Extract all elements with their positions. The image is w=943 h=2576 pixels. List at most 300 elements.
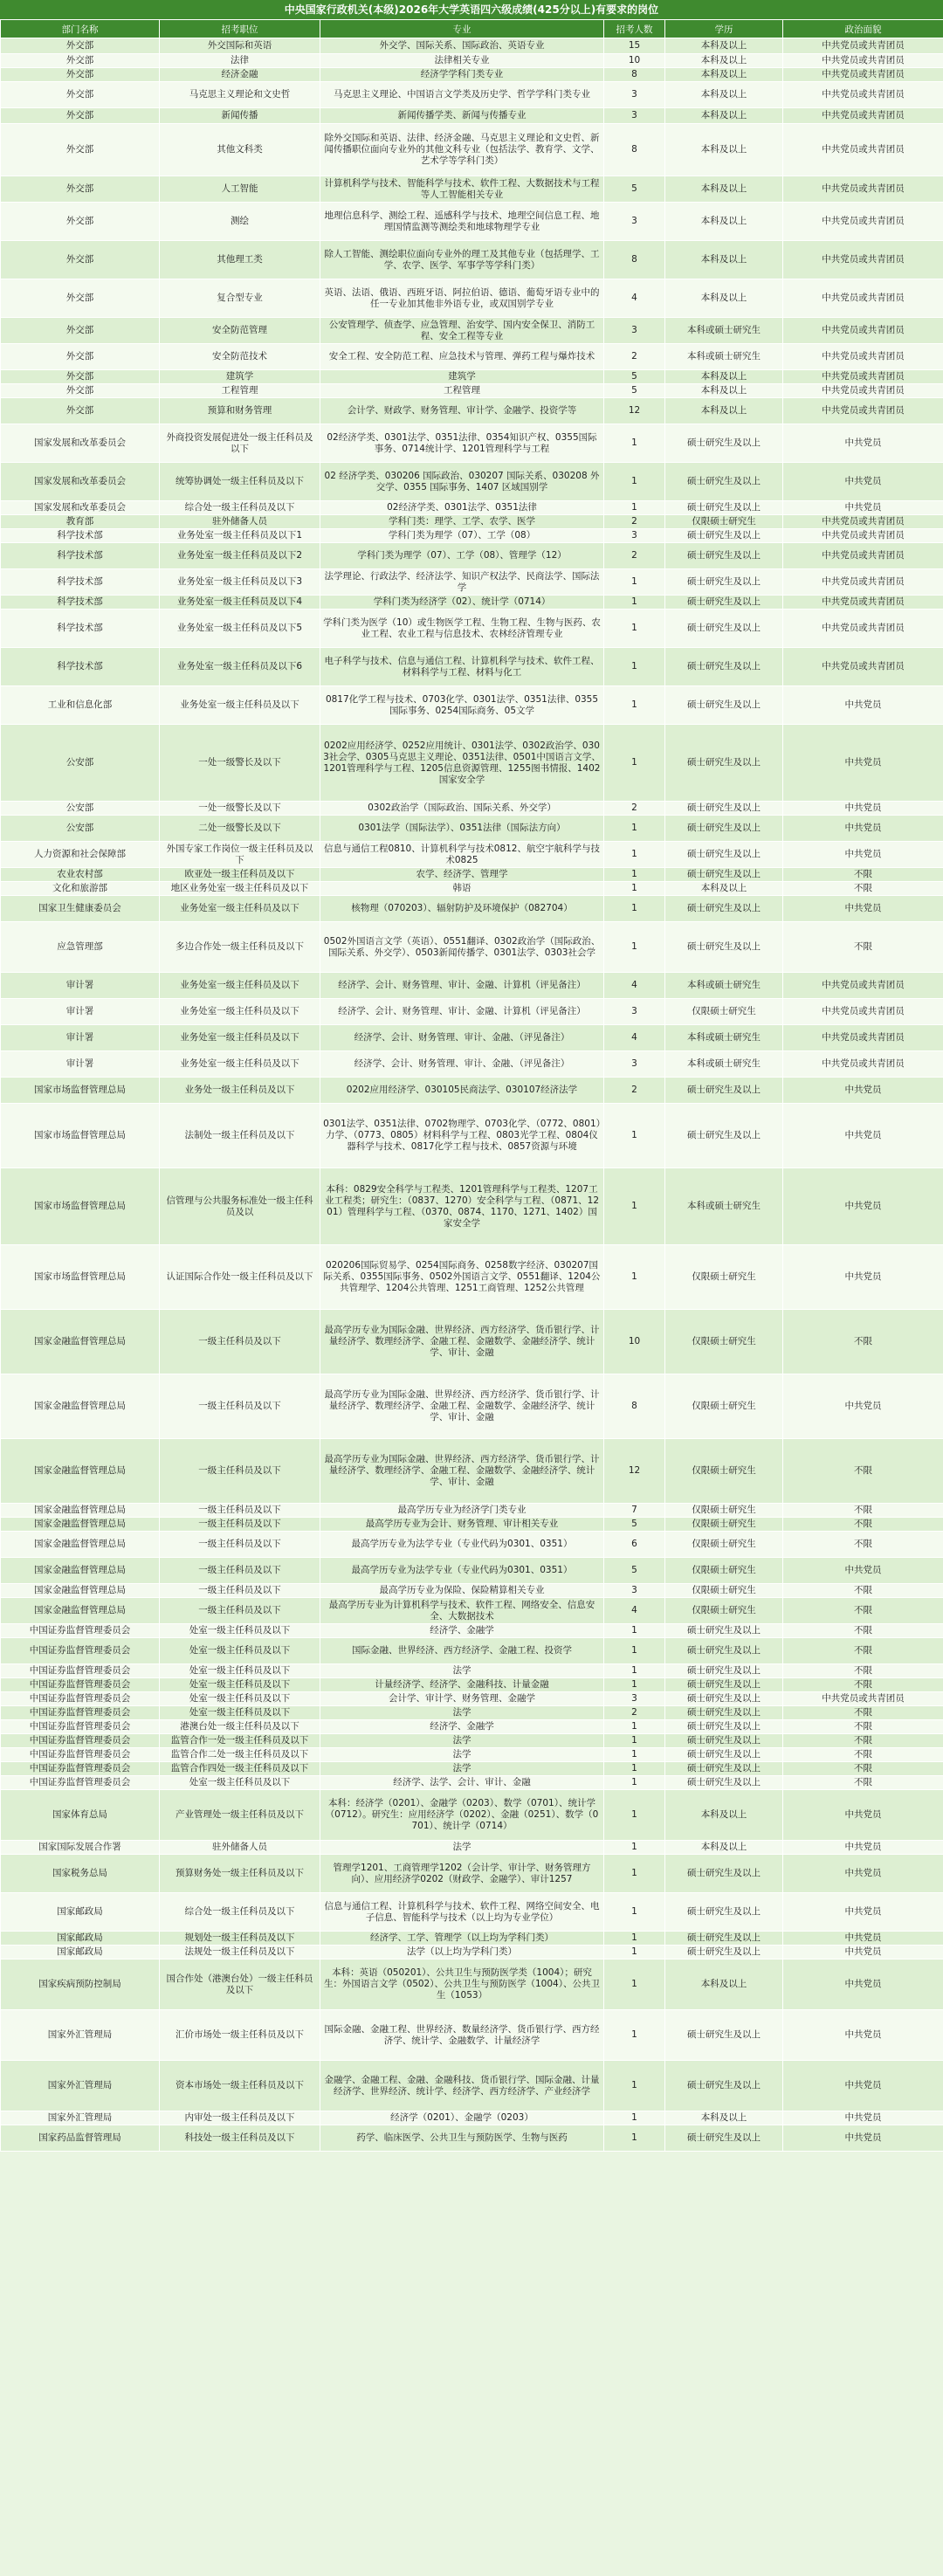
education-cell: 本科及以上	[665, 2111, 783, 2125]
table-row	[1, 1776, 943, 1790]
political-cell: 中共党员	[783, 896, 943, 922]
position-cell: 一级主任科员及以下	[160, 1310, 320, 1374]
political-cell: 中共党员或共青团员	[783, 318, 943, 344]
page-title: 中央国家行政机关(本级)2026年大学英语四六级成绩(425分以上)有要求的岗位	[0, 0, 943, 19]
count-cell: 1	[604, 463, 665, 501]
dept-cell: 外交部	[1, 344, 160, 370]
column-header: 部门名称	[1, 20, 160, 38]
dept-cell: 外交部	[1, 124, 160, 176]
major-cell: 除人工智能、测绘职位面向专业外的理工及其他专业（包括理学、工学、农学、医学、军事学等学科门类）	[320, 241, 604, 279]
political-cell: 中共党员或共青团员	[783, 82, 943, 108]
political-cell: 不限	[783, 1518, 943, 1532]
major-cell: 国际金融、金融工程、世界经济、数量经济学、货币银行学、西方经济学、统计学、金融数学、计量经济学	[320, 2010, 604, 2061]
major-cell: 韩语	[320, 882, 604, 896]
political-cell: 不限	[783, 1720, 943, 1734]
political-cell: 不限	[783, 1638, 943, 1664]
political-cell: 不限	[783, 1439, 943, 1504]
table-row	[1, 1439, 943, 1504]
dept-cell: 国家外汇管理局	[1, 2111, 160, 2125]
dept-cell: 外交部	[1, 241, 160, 279]
position-cell: 欧亚处一级主任科员及以下	[160, 868, 320, 882]
political-cell: 中共党员或共青团员	[783, 515, 943, 529]
table-row	[1, 569, 943, 596]
dept-cell: 国家卫生健康委员会	[1, 896, 160, 922]
count-cell: 1	[604, 1946, 665, 1960]
dept-cell: 外交部	[1, 54, 160, 68]
education-cell: 硕士研究生及以上	[665, 725, 783, 802]
dept-cell: 审计署	[1, 999, 160, 1025]
table-row	[1, 318, 943, 344]
education-cell: 硕士研究生及以上	[665, 2125, 783, 2152]
political-cell: 不限	[783, 922, 943, 973]
political-cell: 中共党员	[783, 842, 943, 868]
count-cell: 3	[604, 318, 665, 344]
education-cell: 本科及以上	[665, 54, 783, 68]
dept-cell: 外交部	[1, 318, 160, 344]
dept-cell: 国家市场监督管理总局	[1, 1078, 160, 1104]
position-cell: 预算和财务管理	[160, 398, 320, 424]
major-cell: 法学理论、行政法学、经济法学、知识产权法学、民商法学、国际法学	[320, 569, 604, 596]
political-cell: 中共党员	[783, 1245, 943, 1310]
column-header: 政治面貌	[783, 20, 943, 38]
education-cell: 仅限硕士研究生	[665, 1245, 783, 1310]
political-cell: 中共党员	[783, 424, 943, 463]
major-cell: 本科：经济学（0201）、金融学（0203）、数学（0701）、统计学（0712）。研究生：应用经济学（0202）、金融（0251）、数学（0701）、统计学（0714）	[320, 1790, 604, 1841]
count-cell: 1	[604, 725, 665, 802]
dept-cell: 外交部	[1, 68, 160, 82]
table-row	[1, 1504, 943, 1518]
major-cell: 经济学、会计、财务管理、审计、金融、（评见备注）	[320, 1051, 604, 1078]
dept-cell: 国家金融监督管理总局	[1, 1598, 160, 1624]
education-cell: 硕士研究生及以上	[665, 686, 783, 725]
table-row	[1, 1245, 943, 1310]
table-row	[1, 896, 943, 922]
position-cell: 一处一级警长及以下	[160, 725, 320, 802]
major-cell: 最高学历专业为国际金融、世界经济、西方经济学、货币银行学、计量经济学、数理经济学、金融工程、金融数学、金融经济学、统计学、审计、金融	[320, 1374, 604, 1439]
education-cell: 硕士研究生及以上	[665, 1664, 783, 1678]
position-cell: 业务处室一级主任科员及以下	[160, 973, 320, 999]
position-cell: 业务处室一级主任科员及以下6	[160, 648, 320, 686]
political-cell: 中共党员或共青团员	[783, 38, 943, 54]
major-cell: 学科门类为经济学（02）、统计学（0714）	[320, 596, 604, 610]
count-cell: 1	[604, 1790, 665, 1841]
table-row	[1, 1678, 943, 1692]
political-cell: 中共党员或共青团员	[783, 398, 943, 424]
education-cell: 本科及以上	[665, 108, 783, 124]
table-row	[1, 398, 943, 424]
column-header: 招考人数	[604, 20, 665, 38]
dept-cell: 公安部	[1, 725, 160, 802]
count-cell: 8	[604, 241, 665, 279]
position-cell: 综合处一级主任科员及以下	[160, 1893, 320, 1932]
position-cell: 汇价市场处一级主任科员及以下	[160, 2010, 320, 2061]
political-cell: 中共党员或共青团员	[783, 176, 943, 203]
position-cell: 驻外储备人员	[160, 1841, 320, 1855]
political-cell: 中共党员或共青团员	[783, 241, 943, 279]
political-cell: 中共党员或共青团员	[783, 54, 943, 68]
table-row	[1, 868, 943, 882]
education-cell: 本科及以上	[665, 1790, 783, 1841]
count-cell: 1	[604, 1748, 665, 1762]
table-row	[1, 802, 943, 816]
political-cell: 不限	[783, 1664, 943, 1678]
dept-cell: 审计署	[1, 973, 160, 999]
major-cell: 经济学、法学、会计、审计、金融	[320, 1776, 604, 1790]
position-cell: 安全防范管理	[160, 318, 320, 344]
education-cell: 本科及以上	[665, 38, 783, 54]
major-cell: 计算机科学与技术、智能科学与技术、软件工程、大数据技术与工程等人工智能相关专业	[320, 176, 604, 203]
column-header: 学历	[665, 20, 783, 38]
count-cell: 4	[604, 1025, 665, 1051]
major-cell: 英语、法语、俄语、西班牙语、阿拉伯语、德语、葡萄牙语专业中的任一专业加其他非外语专业，或双国别学专业	[320, 279, 604, 318]
dept-cell: 科学技术部	[1, 648, 160, 686]
education-cell: 硕士研究生及以上	[665, 1748, 783, 1762]
table-row	[1, 1960, 943, 2010]
political-cell: 中共党员	[783, 1790, 943, 1841]
count-cell: 1	[604, 1678, 665, 1692]
education-cell: 本科及以上	[665, 68, 783, 82]
dept-cell: 中国证券监督管理委员会	[1, 1748, 160, 1762]
education-cell: 硕士研究生及以上	[665, 1932, 783, 1946]
table-row	[1, 344, 943, 370]
dept-cell: 中国证券监督管理委员会	[1, 1692, 160, 1706]
position-cell: 驻外储备人员	[160, 515, 320, 529]
count-cell: 8	[604, 68, 665, 82]
table-row	[1, 1893, 943, 1932]
position-cell: 其他文科类	[160, 124, 320, 176]
count-cell: 12	[604, 398, 665, 424]
count-cell: 3	[604, 999, 665, 1025]
position-cell: 产业管理处一级主任科员及以下	[160, 1790, 320, 1841]
count-cell: 1	[604, 1893, 665, 1932]
position-cell: 处室一级主任科员及以下	[160, 1776, 320, 1790]
major-cell: 02经济学类、0301法学、0351法律、0354知识产权、0355国际事务、0714统计学、1201管理科学与工程	[320, 424, 604, 463]
political-cell: 不限	[783, 1584, 943, 1598]
major-cell: 工程管理	[320, 384, 604, 398]
political-cell: 不限	[783, 1762, 943, 1776]
education-cell: 本科及以上	[665, 398, 783, 424]
position-cell: 业务处室一级主任科员及以下4	[160, 596, 320, 610]
major-cell: 公安管理学、侦查学、应急管理、治安学、国内安全保卫、消防工程、安全工程等专业	[320, 318, 604, 344]
count-cell: 1	[604, 2125, 665, 2152]
dept-cell: 国家税务总局	[1, 1855, 160, 1893]
position-cell: 一级主任科员及以下	[160, 1584, 320, 1598]
count-cell: 1	[604, 1841, 665, 1855]
count-cell: 1	[604, 1168, 665, 1245]
education-cell: 硕士研究生及以上	[665, 1855, 783, 1893]
count-cell: 2	[604, 515, 665, 529]
position-cell: 一级主任科员及以下	[160, 1518, 320, 1532]
major-cell: 02 经济学类、030206 国际政治、030207 国际关系、030208 外交学、0355 国际事务、1407 区域国别学	[320, 463, 604, 501]
position-cell: 工程管理	[160, 384, 320, 398]
table-row	[1, 1734, 943, 1748]
position-cell: 一级主任科员及以下	[160, 1532, 320, 1558]
count-cell: 5	[604, 1518, 665, 1532]
table-row	[1, 973, 943, 999]
table-row	[1, 1374, 943, 1439]
count-cell: 1	[604, 1638, 665, 1664]
table-row	[1, 1692, 943, 1706]
major-cell: 0817化学工程与技术、0703化学、0301法学、0351法律、0355国际事务、0254国际商务、05文学	[320, 686, 604, 725]
table-row	[1, 1025, 943, 1051]
position-cell: 资本市场处一级主任科员及以下	[160, 2061, 320, 2111]
major-cell: 经济学、会计、财务管理、审计、金融、计算机（评见备注）	[320, 973, 604, 999]
major-cell: 0302政治学（国际政治、国际关系、外交学）	[320, 802, 604, 816]
dept-cell: 国家金融监督管理总局	[1, 1584, 160, 1598]
political-cell: 中共党员或共青团员	[783, 1025, 943, 1051]
political-cell: 不限	[783, 1734, 943, 1748]
major-cell: 信息与通信工程、计算机科学与技术、软件工程、网络空间安全、电子信息、智能科学与技术（以上均为专业学位）	[320, 1893, 604, 1932]
table-row	[1, 1558, 943, 1584]
education-cell: 硕士研究生及以上	[665, 802, 783, 816]
position-cell: 业务处室一级主任科员及以下5	[160, 610, 320, 648]
major-cell: 药学、临床医学、公共卫生与预防医学、生物与医药	[320, 2125, 604, 2152]
dept-cell: 国家外汇管理局	[1, 2010, 160, 2061]
major-cell: 除外交国际和英语、法律、经济金融、马克思主义理论和文史哲、新闻传播职位面向专业外的其他文科专业（包括法学、教育学、文学、艺术学等学科门类）	[320, 124, 604, 176]
major-cell: 信息与通信工程0810、计算机科学与技术0812、航空宇航科学与技术0825	[320, 842, 604, 868]
count-cell: 3	[604, 1584, 665, 1598]
political-cell: 中共党员或共青团员	[783, 648, 943, 686]
education-cell: 硕士研究生及以上	[665, 1776, 783, 1790]
education-cell: 硕士研究生及以上	[665, 610, 783, 648]
education-cell: 仅限硕士研究生	[665, 1558, 783, 1584]
education-cell: 本科及以上	[665, 1841, 783, 1855]
political-cell: 不限	[783, 1504, 943, 1518]
major-cell: 会计学、审计学、财务管理、金融学	[320, 1692, 604, 1706]
table-row	[1, 1638, 943, 1664]
table-row	[1, 1168, 943, 1245]
position-cell: 业务处室一级主任科员及以下	[160, 999, 320, 1025]
political-cell: 中共党员或共青团员	[783, 999, 943, 1025]
political-cell: 不限	[783, 1776, 943, 1790]
count-cell: 1	[604, 610, 665, 648]
count-cell: 2	[604, 344, 665, 370]
position-cell: 信管理与公共服务标准处一级主任科员及以	[160, 1168, 320, 1245]
count-cell: 1	[604, 1624, 665, 1638]
political-cell: 中共党员或共青团员	[783, 1051, 943, 1078]
dept-cell: 国家邮政局	[1, 1893, 160, 1932]
political-cell: 中共党员	[783, 1960, 943, 2010]
education-cell: 仅限硕士研究生	[665, 1439, 783, 1504]
dept-cell: 外交部	[1, 82, 160, 108]
major-cell: 电子科学与技术、信息与通信工程、计算机科学与技术、软件工程、材料科学与工程、材料与化工	[320, 648, 604, 686]
dept-cell: 国家金融监督管理总局	[1, 1518, 160, 1532]
major-cell: 金融学、金融工程、金融、金融科技、货币银行学、国际金融、计量经济学、世界经济、统计学、经济学、西方经济学、产业经济学	[320, 2061, 604, 2111]
major-cell: 法学	[320, 1841, 604, 1855]
dept-cell: 公安部	[1, 802, 160, 816]
political-cell: 不限	[783, 1706, 943, 1720]
position-cell: 业务处室一级主任科员及以下2	[160, 543, 320, 569]
count-cell: 10	[604, 54, 665, 68]
position-cell: 马克思主义理论和文史哲	[160, 82, 320, 108]
dept-cell: 外交部	[1, 203, 160, 241]
political-cell: 中共党员	[783, 1932, 943, 1946]
position-cell: 地区业务处室一级主任科员及以下	[160, 882, 320, 896]
count-cell: 2	[604, 1706, 665, 1720]
count-cell: 1	[604, 1720, 665, 1734]
education-cell: 本科及以上	[665, 203, 783, 241]
education-cell: 本科或硕士研究生	[665, 318, 783, 344]
political-cell: 不限	[783, 1532, 943, 1558]
major-cell: 最高学历专业为法学专业（专业代码为0301、0351）	[320, 1558, 604, 1584]
dept-cell: 国家市场监督管理总局	[1, 1104, 160, 1168]
position-cell: 业务处室一级主任科员及以下1	[160, 529, 320, 543]
major-cell: 经济学（0201）、金融学（0203）	[320, 2111, 604, 2125]
dept-cell: 外交部	[1, 38, 160, 54]
column-header: 招考职位	[160, 20, 320, 38]
education-cell: 硕士研究生及以上	[665, 1734, 783, 1748]
dept-cell: 国家发展和改革委员会	[1, 463, 160, 501]
education-cell: 本科或硕士研究生	[665, 344, 783, 370]
table-row	[1, 648, 943, 686]
count-cell: 1	[604, 2111, 665, 2125]
position-cell: 统筹协调处一级主任科员及以下	[160, 463, 320, 501]
major-cell: 经济学、工学、管理学（以上均为学科门类）	[320, 1932, 604, 1946]
dept-cell: 中国证券监督管理委员会	[1, 1720, 160, 1734]
dept-cell: 中国证券监督管理委员会	[1, 1664, 160, 1678]
major-cell: 建筑学	[320, 370, 604, 384]
dept-cell: 应急管理部	[1, 922, 160, 973]
political-cell: 中共党员	[783, 816, 943, 842]
major-cell: 0301法学、0351法律、0702物理学、0703化学、（0772、0801）力学、（0773、0805）材料科学与工程、0803光学工程、0804仪器科学与技术、0817化学工程与技术、0857资源与环境	[320, 1104, 604, 1168]
education-cell: 仅限硕士研究生	[665, 1374, 783, 1439]
dept-cell: 外交部	[1, 108, 160, 124]
political-cell: 中共党员	[783, 1374, 943, 1439]
major-cell: 经济学、会计、财务管理、审计、金融、（评见备注）	[320, 1025, 604, 1051]
count-cell: 6	[604, 1532, 665, 1558]
table-row	[1, 1720, 943, 1734]
political-cell: 中共党员	[783, 1855, 943, 1893]
major-cell: 0202应用经济学、030105民商法学、030107经济法学	[320, 1078, 604, 1104]
table-row	[1, 816, 943, 842]
major-cell: 0502外国语言文学（英语）、0551翻译、0302政治学（国际政治、国际关系、外交学）、0503新闻传播学、0301法学、0303社会学	[320, 922, 604, 973]
dept-cell: 国家药品监督管理局	[1, 2125, 160, 2152]
major-cell: 法律相关专业	[320, 54, 604, 68]
major-cell: 法学	[320, 1748, 604, 1762]
political-cell: 中共党员	[783, 1946, 943, 1960]
count-cell: 5	[604, 1558, 665, 1584]
count-cell: 1	[604, 1855, 665, 1893]
dept-cell: 国家发展和改革委员会	[1, 424, 160, 463]
education-cell: 本科及以上	[665, 176, 783, 203]
count-cell: 1	[604, 1762, 665, 1776]
table-row	[1, 610, 943, 648]
position-cell: 规划处一级主任科员及以下	[160, 1932, 320, 1946]
political-cell: 中共党员	[783, 802, 943, 816]
dept-cell: 文化和旅游部	[1, 882, 160, 896]
position-cell: 处室一级主任科员及以下	[160, 1678, 320, 1692]
education-cell: 硕士研究生及以上	[665, 1692, 783, 1706]
count-cell: 5	[604, 384, 665, 398]
dept-cell: 审计署	[1, 1051, 160, 1078]
table-body	[1, 38, 943, 2152]
education-cell: 硕士研究生及以上	[665, 1706, 783, 1720]
dept-cell: 外交部	[1, 398, 160, 424]
table-row	[1, 1532, 943, 1558]
count-cell: 15	[604, 38, 665, 54]
table-row	[1, 686, 943, 725]
count-cell: 3	[604, 1051, 665, 1078]
table-header-row	[1, 20, 943, 38]
table-row	[1, 1706, 943, 1720]
political-cell: 中共党员	[783, 1078, 943, 1104]
jobs-table	[0, 19, 943, 2152]
major-cell: 新闻传播学类、新闻与传播专业	[320, 108, 604, 124]
political-cell: 中共党员或共青团员	[783, 370, 943, 384]
major-cell: 02经济学类、0301法学、0351法律	[320, 501, 604, 515]
table-row	[1, 68, 943, 82]
count-cell: 5	[604, 370, 665, 384]
table-row	[1, 1598, 943, 1624]
count-cell: 3	[604, 203, 665, 241]
major-cell: 法学（以上均为学科门类）	[320, 1946, 604, 1960]
table-row	[1, 82, 943, 108]
position-cell: 认证国际合作处一级主任科员及以下	[160, 1245, 320, 1310]
dept-cell: 国家体育总局	[1, 1790, 160, 1841]
education-cell: 硕士研究生及以上	[665, 1893, 783, 1932]
political-cell: 中共党员或共青团员	[783, 973, 943, 999]
political-cell: 中共党员或共青团员	[783, 569, 943, 596]
dept-cell: 国家金融监督管理总局	[1, 1558, 160, 1584]
table-row	[1, 1932, 943, 1946]
table-row	[1, 501, 943, 515]
major-cell: 法学	[320, 1762, 604, 1776]
major-cell: 管理学1201、工商管理学1202（会计学、审计学、财务管理方向）、应用经济学0202（财政学、金融学）、审计1257	[320, 1855, 604, 1893]
major-cell: 0202应用经济学、0252应用统计、0301法学、0302政治学、0303社会学、0305马克思主义理论、0351法律、0501中国语言文学、1201管理科学与工程、1205信息资源管理、1255图书情报、1402国家安全学	[320, 725, 604, 802]
count-cell: 1	[604, 2061, 665, 2111]
dept-cell: 国家市场监督管理总局	[1, 1168, 160, 1245]
education-cell: 硕士研究生及以上	[665, 543, 783, 569]
dept-cell: 中国证券监督管理委员会	[1, 1734, 160, 1748]
table-row	[1, 370, 943, 384]
position-cell: 其他理工类	[160, 241, 320, 279]
political-cell: 中共党员	[783, 2061, 943, 2111]
count-cell: 3	[604, 108, 665, 124]
position-cell: 建筑学	[160, 370, 320, 384]
education-cell: 本科及以上	[665, 279, 783, 318]
major-cell: 经济学、金融学	[320, 1720, 604, 1734]
political-cell: 不限	[783, 868, 943, 882]
count-cell: 3	[604, 529, 665, 543]
count-cell: 4	[604, 279, 665, 318]
count-cell: 1	[604, 1734, 665, 1748]
table-row	[1, 124, 943, 176]
major-cell: 学科门类为理学（07）、工学（08）、管理学（12）	[320, 543, 604, 569]
dept-cell: 审计署	[1, 1025, 160, 1051]
count-cell: 8	[604, 1374, 665, 1439]
education-cell: 硕士研究生及以上	[665, 569, 783, 596]
position-cell: 处室一级主任科员及以下	[160, 1638, 320, 1664]
political-cell: 中共党员	[783, 2010, 943, 2061]
major-cell: 经济学学科门类专业	[320, 68, 604, 82]
dept-cell: 国家发展和改革委员会	[1, 501, 160, 515]
political-cell: 中共党员或共青团员	[783, 344, 943, 370]
count-cell: 1	[604, 868, 665, 882]
political-cell: 中共党员	[783, 1841, 943, 1855]
major-cell: 学科门类：理学、工学、农学、医学	[320, 515, 604, 529]
position-cell: 法规处一级主任科员及以下	[160, 1946, 320, 1960]
position-cell: 监管合作四处一级主任科员及以下	[160, 1762, 320, 1776]
dept-cell: 国家金融监督管理总局	[1, 1504, 160, 1518]
major-cell: 经济学、金融学	[320, 1624, 604, 1638]
dept-cell: 人力资源和社会保障部	[1, 842, 160, 868]
count-cell: 1	[604, 1776, 665, 1790]
table-row	[1, 515, 943, 529]
education-cell: 硕士研究生及以上	[665, 1678, 783, 1692]
dept-cell: 科学技术部	[1, 543, 160, 569]
political-cell: 不限	[783, 1624, 943, 1638]
major-cell: 最高学历专业为国际金融、世界经济、西方经济学、货币银行学、计量经济学、数理经济学、金融工程、金融数学、金融经济学、统计学、审计、金融	[320, 1310, 604, 1374]
